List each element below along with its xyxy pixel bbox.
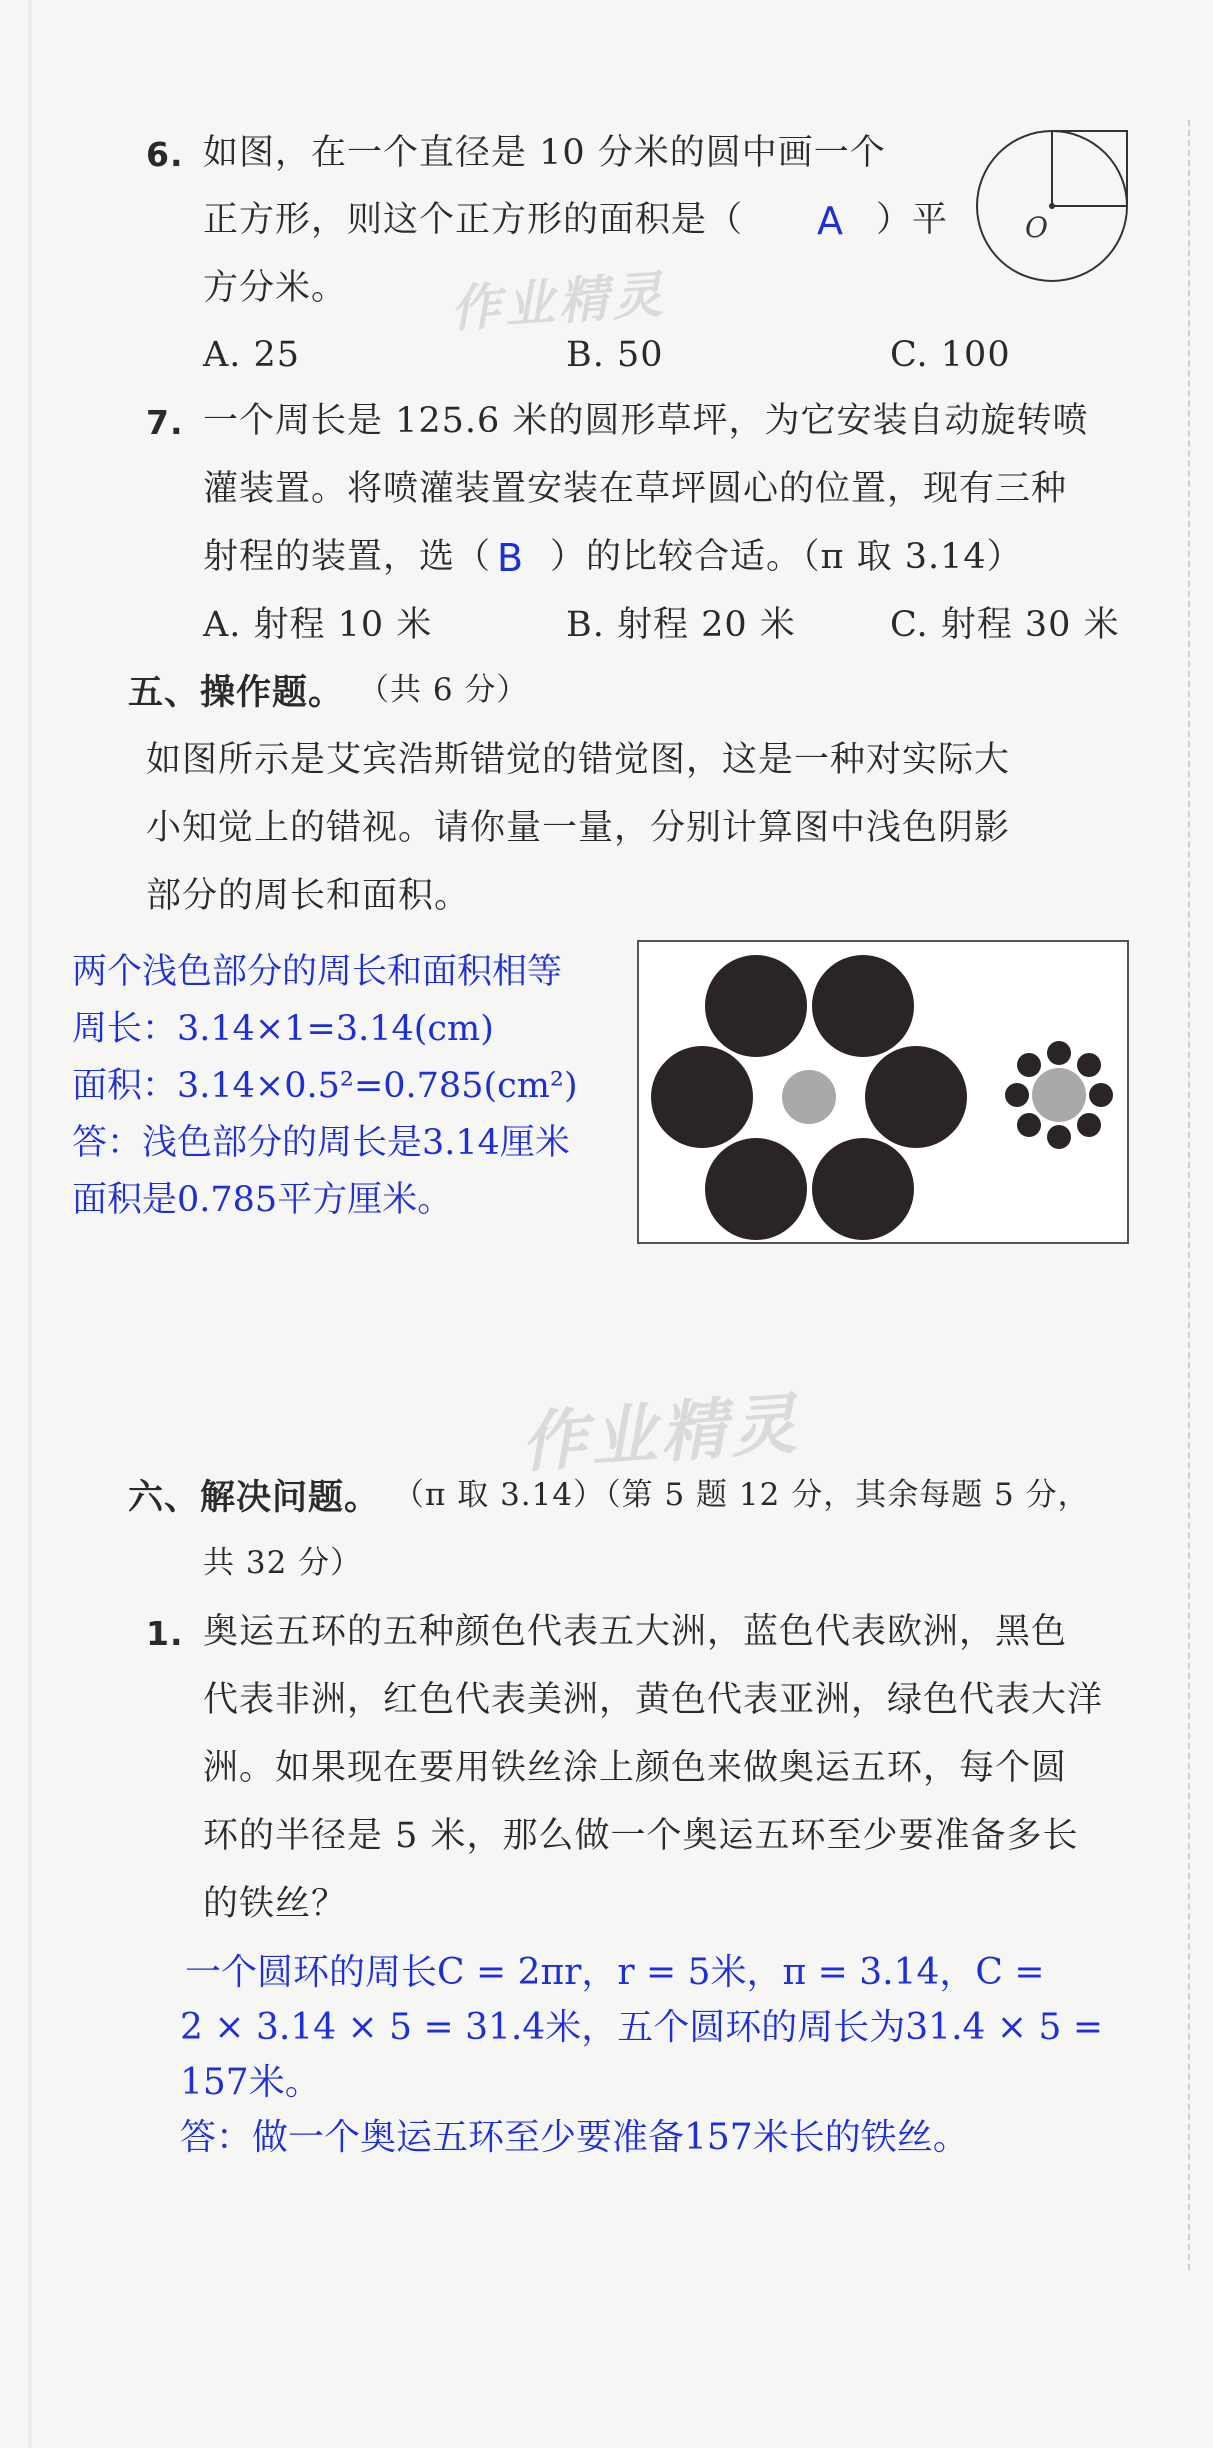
q6-text-line2b: ）平 (876, 200, 949, 240)
s6-q1-text-line5: 的铁丝？ (203, 1884, 348, 1924)
small-dark-circle (1077, 1113, 1101, 1137)
q7-text-line1: 一个周长是 125.6 米的圆形草坪，为它安装自动旋转喷 (203, 401, 1089, 441)
small-dark-circle (1077, 1053, 1101, 1077)
s6-q1-text-line1: 奥运五环的五种颜色代表五大洲，蓝色代表欧洲，黑色 (203, 1612, 1068, 1652)
figure-center-point (1049, 203, 1055, 209)
section6-title: 六、解决问题。 (128, 1477, 381, 1518)
small-dark-circle (1017, 1113, 1041, 1137)
large-dark-circle (865, 1046, 967, 1148)
s6-q1-answer-line4: 答：做一个奥运五环至少要准备157米长的铁丝。 (180, 2117, 969, 2158)
small-dark-circle (1005, 1083, 1029, 1107)
section5-answer-line5: 面积是0.785平方厘米。 (72, 1180, 453, 1220)
small-dark-circle (1047, 1125, 1071, 1149)
q7-option-c: C. 射程 30 米 (890, 605, 1120, 645)
section5-score: （共 6 分） (358, 672, 529, 708)
section6-score-line1: （π 取 3.14）（第 5 题 12 分，其余每题 5 分， (393, 1477, 1090, 1513)
q6-text-line3: 方分米。 (203, 268, 348, 308)
q6-option-c: C. 100 (890, 335, 1011, 375)
q7-option-b: B. 射程 20 米 (566, 605, 796, 645)
section5-text-line1: 如图所示是艾宾浩斯错觉的错觉图，这是一种对实际大 (146, 740, 1011, 780)
watermark-middle: 作业精灵 (518, 1385, 803, 1482)
s6-q1-answer-line2: 2 × 3.14 × 5 = 31.4米，五个圆环的周长为31.4 × 5 = (180, 2007, 1103, 2048)
q6-answer: A (817, 199, 843, 243)
watermark-top: 作业精灵 (448, 265, 669, 339)
circle-square-figure (972, 124, 1132, 288)
section5-answer-line2: 周长：3.14×1=3.14(cm) (72, 1009, 494, 1049)
section5-text-line3: 部分的周长和面积。 (146, 876, 471, 916)
section5-answer-line3: 面积：3.14×0.5²=0.785(cm²) (72, 1066, 578, 1106)
q7-answer: B (497, 536, 524, 580)
figure-square (1052, 131, 1127, 206)
ebbinghaus-illusion-figure (637, 940, 1129, 1244)
s6-q1-answer-line1: 一个圆环的周长C = 2πr，r = 5米，π = 3.14，C = (185, 1952, 1045, 1993)
q7-number: 7. (146, 403, 184, 442)
q6-option-b: B. 50 (566, 335, 664, 375)
large-dark-circle (705, 1138, 807, 1240)
page-edge (28, 0, 32, 2448)
ebbinghaus-svg (639, 942, 1127, 1242)
section5-answer-line1: 两个浅色部分的周长和面积相等 (72, 952, 563, 992)
q7-text-line2: 灌装置。将喷灌装置安装在草坪圆心的位置，现有三种 (203, 469, 1068, 509)
section5-title: 五、操作题。 (128, 672, 345, 713)
binding-dash-line (1188, 120, 1190, 2270)
large-dark-circle (812, 955, 914, 1057)
section6-score-line2: 共 32 分） (203, 1545, 363, 1581)
q7-text-line3b: ）的比较合适。（π 取 3.14） (550, 537, 1023, 577)
small-dark-circle (1047, 1041, 1071, 1065)
s6-q1-text-line4: 环的半径是 5 米，那么做一个奥运五环至少要准备多长 (203, 1816, 1079, 1856)
section5-text-line2: 小知觉上的错视。请你量一量，分别计算图中浅色阴影 (146, 808, 1011, 848)
q6-option-a: A. 25 (203, 335, 301, 375)
s6-q1-answer-line3: 157米。 (180, 2062, 321, 2103)
light-center-circle-right (1032, 1068, 1086, 1122)
q6-number: 6. (146, 135, 184, 174)
s6-q1-number: 1. (146, 1614, 184, 1653)
q7-text-line3a: 射程的装置，选（ (203, 537, 492, 577)
figure-center-label: O (1025, 211, 1048, 244)
s6-q1-text-line2: 代表非洲，红色代表美洲，黄色代表亚洲，绿色代表大洋 (203, 1680, 1104, 1720)
light-center-circle-left (782, 1070, 836, 1124)
large-dark-circle (812, 1138, 914, 1240)
large-dark-circle (651, 1046, 753, 1148)
small-dark-circle (1089, 1083, 1113, 1107)
large-dark-circle (705, 955, 807, 1057)
q6-text-line2a: 正方形，则这个正方形的面积是（ (203, 200, 744, 240)
small-dark-circle (1017, 1053, 1041, 1077)
q6-text-line1: 如图，在一个直径是 10 分米的圆中画一个 (203, 133, 886, 173)
section5-answer-line4: 答：浅色部分的周长是3.14厘米 (72, 1123, 570, 1163)
s6-q1-text-line3: 洲。如果现在要用铁丝涂上颜色来做奥运五环，每个圆 (203, 1748, 1068, 1788)
q7-option-a: A. 射程 10 米 (203, 605, 433, 645)
